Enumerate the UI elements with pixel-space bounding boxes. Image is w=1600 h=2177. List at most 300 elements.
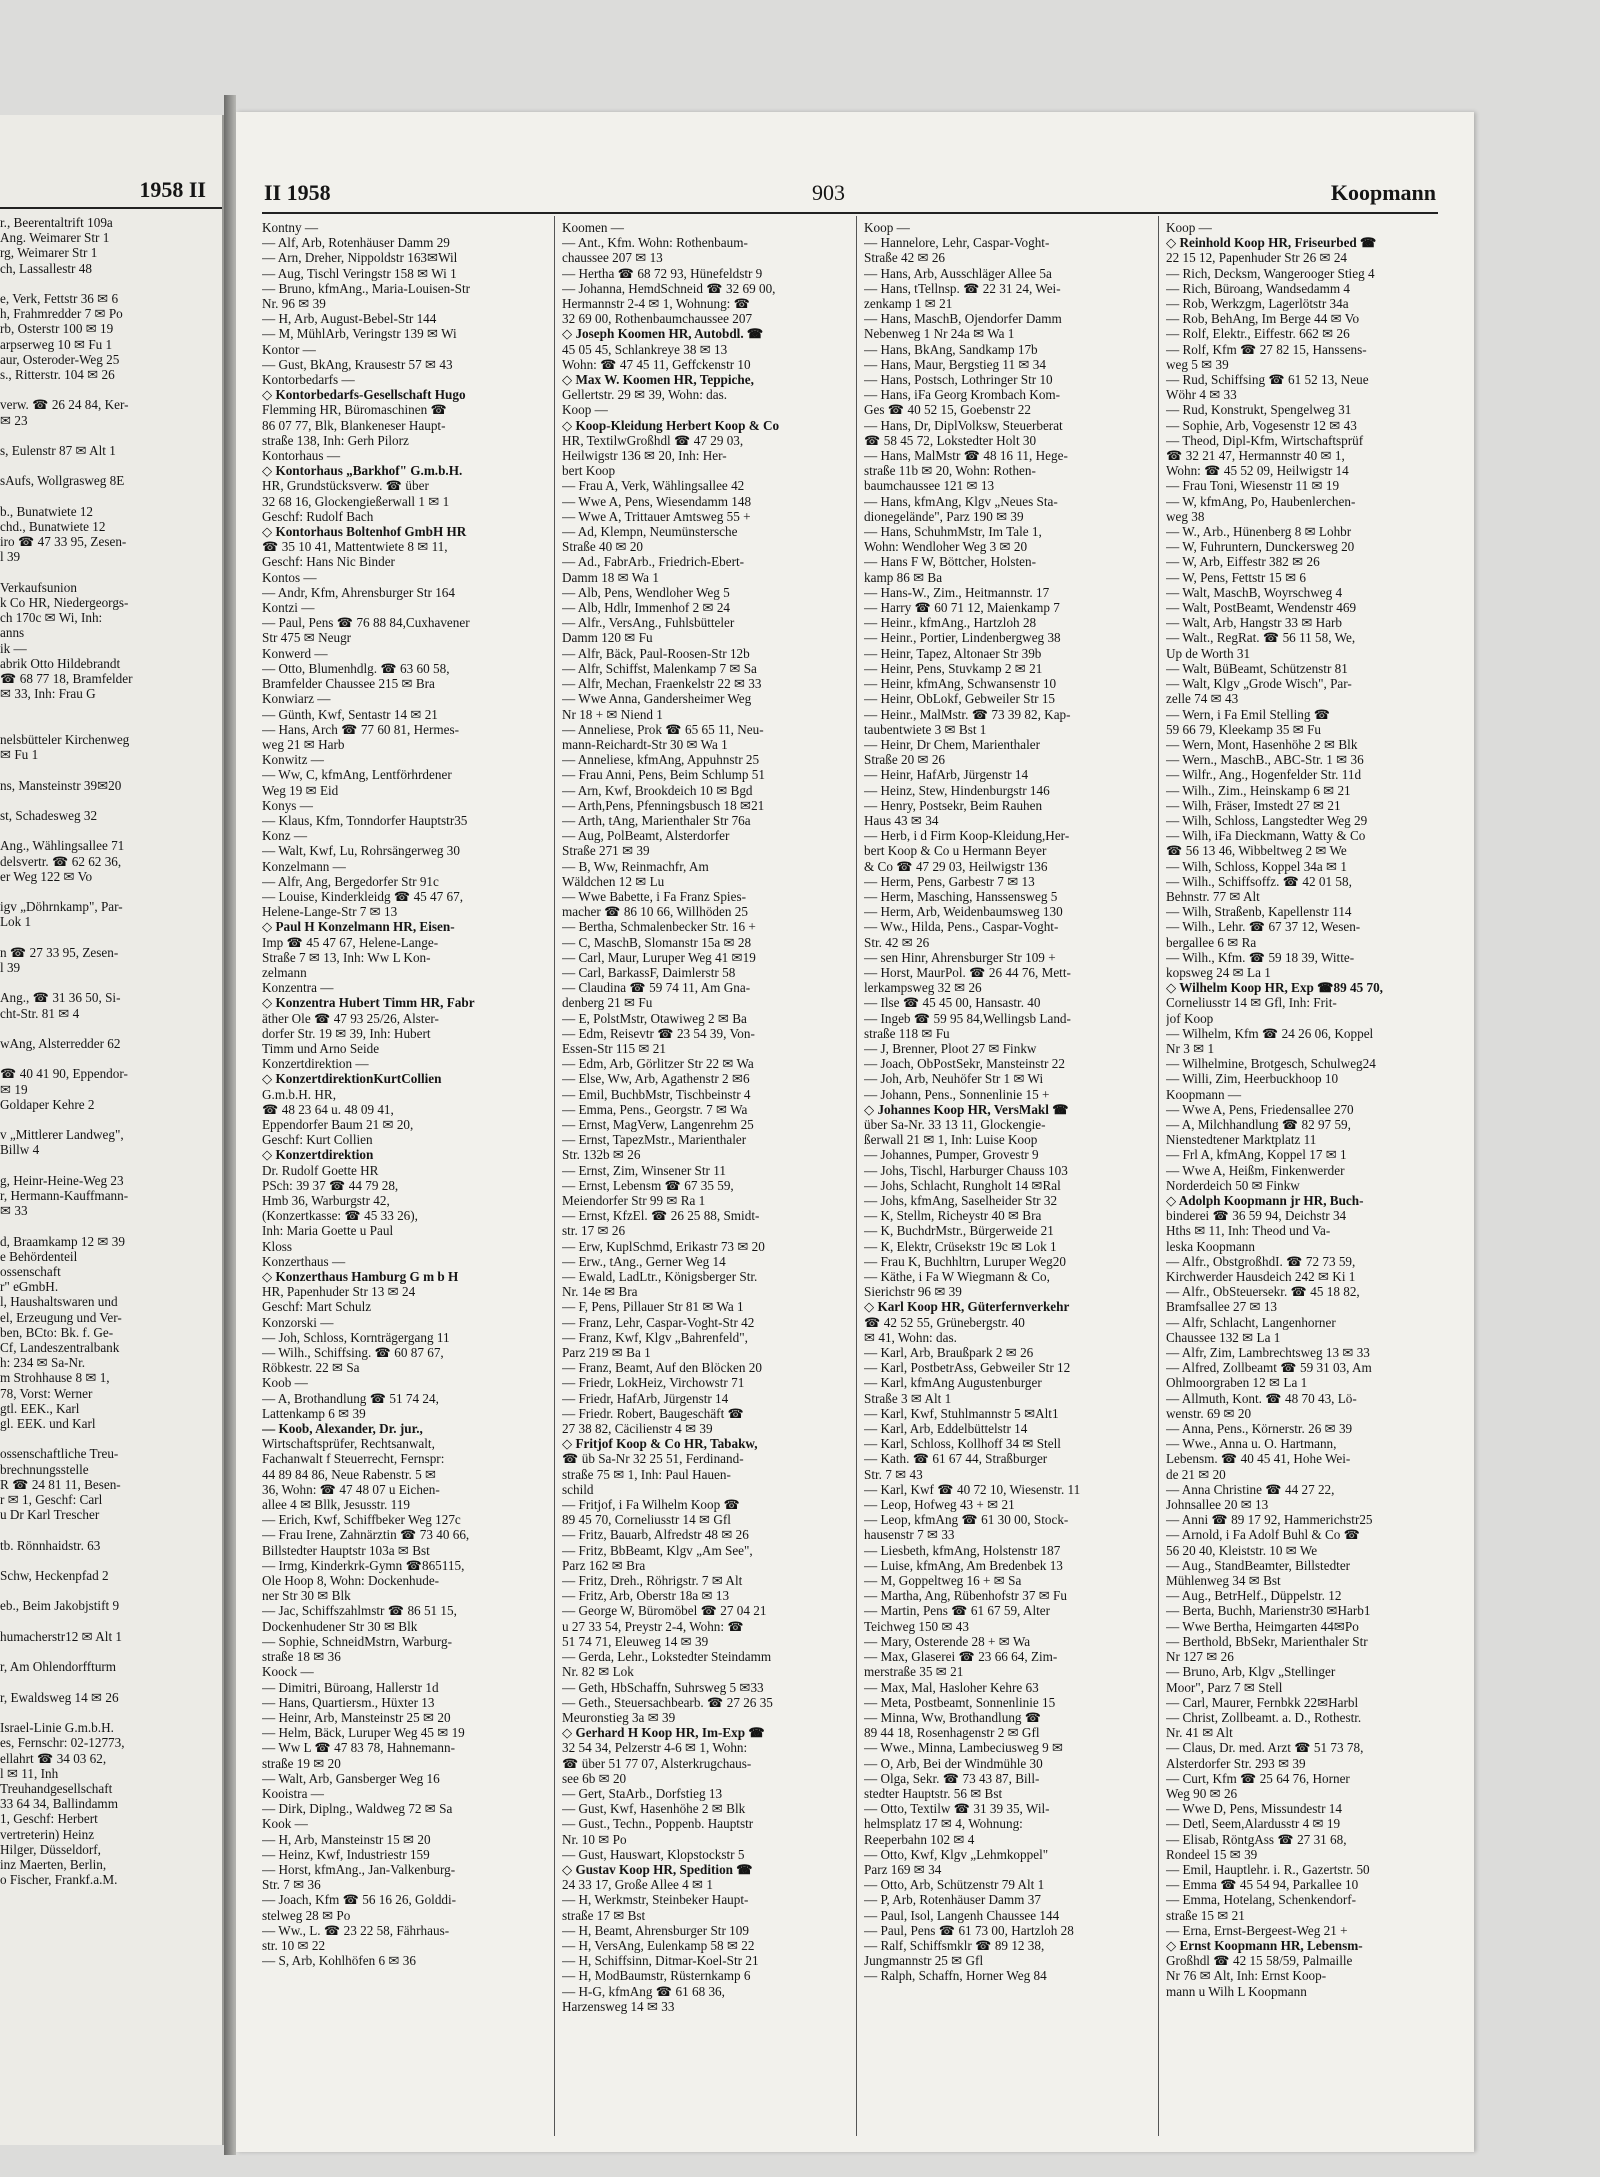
directory-entry-line: straße 15 ✉ 21 (1166, 1907, 1245, 1923)
directory-entry-line: Ole Hoop 8, Wohn: Dockenhude- (262, 1573, 440, 1589)
directory-entry-line: e Behördenteil (0, 1248, 78, 1264)
directory-entry-line: ☎ 35 10 41, Mattentwiete 8 ✉ 11, (262, 539, 448, 555)
column-divider (554, 216, 555, 2136)
directory-entry-line: Nr. 82 ✉ Lok (562, 1664, 634, 1680)
directory-entry-line: — Wilh, Straßenb, Kapellenstr 114 (1166, 904, 1352, 920)
directory-entry-line: Inh: Maria Goette u Paul (262, 1223, 394, 1239)
directory-entry-line: Imp ☎ 45 47 67, Helene-Lange- (262, 934, 439, 950)
directory-entry-line: — Ernst, KfzEl. ☎ 26 25 88, Smidt- (562, 1208, 760, 1224)
directory-entry-line: ◇ Johannes Koop HR, VersMakl ☎ (864, 1101, 1069, 1117)
directory-entry-line: — Walt, Klgv „Grode Wisch", Par- (1166, 676, 1352, 692)
directory-entry-line: Lebensm. ☎ 40 45 41, Hohe Wei- (1166, 1451, 1351, 1467)
directory-entry-line: Lok 1 (0, 914, 32, 930)
directory-entry-line: — George W, Büromöbel ☎ 27 04 21 (562, 1603, 767, 1619)
directory-entry-line: Straße 271 ✉ 39 (562, 843, 650, 859)
directory-entry-line: ◇ Karl Koop HR, Güterfernverkehr (864, 1299, 1070, 1315)
directory-entry-line: stelweg 28 ✉ Po (262, 1907, 351, 1923)
directory-entry-line: gl. EEK. und Karl (0, 1416, 96, 1432)
directory-entry-line: (Konzertkasse: ☎ 45 33 26), (262, 1208, 418, 1224)
directory-entry-line: G.m.b.H. HR, (262, 1086, 336, 1102)
directory-entry-line: Israel-Linie G.m.b.H. (0, 1720, 114, 1736)
directory-entry-line (0, 1705, 214, 1720)
directory-entry-line: — Wern., MaschB., ABC-Str. 1 ✉ 36 (1166, 752, 1364, 768)
directory-entry-line: — Irmg, Kinderkrk-Gymn ☎865115, (262, 1557, 465, 1573)
directory-entry-line: Flemming HR, Büromaschinen ☎ (262, 402, 447, 418)
directory-entry-line: — Bertha, Schmalenbecker Str. 16 + (562, 919, 756, 935)
directory-entry-line (0, 1051, 214, 1066)
directory-entry-line: — Hans, MaschB, Ojendorfer Damm (864, 311, 1062, 327)
directory-entry-line: — H, Schiffsinn, Ditmar-Koel-Str 21 (562, 1953, 759, 1969)
directory-entry-line: — B, Ww, Reinmachfr, Am (562, 858, 709, 874)
directory-entry-line: — Alfr., ObstgroßhdI. ☎ 72 73 59, (1166, 1253, 1356, 1269)
directory-entry-line: er Weg 122 ✉ Vo (0, 868, 93, 884)
directory-entry-line: ✉ 19 (0, 1081, 28, 1097)
directory-entry-line: — Herb, i d Firm Koop-Kleidung,Her- (864, 828, 1070, 844)
left-page-column (0, 215, 214, 2135)
directory-entry-line: — Friedr, HafArb, Jürgenstr 14 (562, 1390, 729, 1406)
directory-entry-line (0, 276, 214, 291)
directory-entry-line: ch, Lassallestr 48 (0, 260, 92, 276)
directory-entry-line: — Carl, BarkassF, Daimlerstr 58 (562, 964, 736, 980)
directory-entry-line: — Hans, Quartiersm., Hüxter 13 (262, 1694, 435, 1710)
directory-entry-line: — Edm, Reisevtr ☎ 23 54 39, Von- (562, 1025, 755, 1041)
directory-entry-line: Kook — (262, 1816, 308, 1832)
directory-entry-line: — Joach, ObPostSekr, Mansteinstr 22 (864, 1056, 1065, 1072)
directory-entry-line: — Otto, Arb, Schützenstr 79 Alt 1 (864, 1877, 1045, 1893)
directory-entry-line (0, 458, 214, 473)
directory-entry-line: äther Ole ☎ 47 93 25/26, Alster- (262, 1010, 439, 1026)
directory-entry-line: — Alfr, Bäck, Paul-Roosen-Str 12b (562, 645, 750, 661)
directory-entry-line: — Heinr., MalMstr. ☎ 73 39 82, Kap- (864, 706, 1071, 722)
directory-entry-line: — Walt, BüBeamt, Schützenstr 81 (1166, 660, 1348, 676)
directory-entry-line: Dr. Rudolf Goette HR (262, 1162, 379, 1178)
directory-entry-line: — Paul, Pens ☎ 61 73 00, Hartzloh 28 (864, 1922, 1074, 1938)
directory-entry-line (0, 884, 214, 899)
directory-entry-line: Johnsallee 20 ✉ 13 (1166, 1497, 1269, 1513)
directory-entry-line: Fachanwalt f Steuerrecht, Fernspr: (262, 1451, 445, 1467)
directory-entry-line: — Heinr, HafArb, Jürgenstr 14 (864, 767, 1029, 783)
directory-entry-line: — Ad., FabrArb., Friedrich-Ebert- (562, 554, 745, 570)
directory-entry-line: Konzertdirektion — (262, 1056, 369, 1072)
directory-entry-line: — Karl, PostbetrAss, Gebweiler Str 12 (864, 1360, 1071, 1376)
directory-entry-line: — Rob, BehAng, Im Berge 44 ✉ Vo (1166, 311, 1360, 327)
directory-entry-line: Teichweg 150 ✉ 43 (864, 1618, 969, 1634)
directory-entry-line: Hermannstr 2-4 ✉ 1, Wohnung: ☎ (562, 296, 751, 312)
directory-entry-line: Str. 7 ✉ 36 (262, 1877, 321, 1893)
directory-entry-line: Kontzi — (262, 600, 315, 616)
directory-entry-line: — Ww, C, kfmAng, Lentförhrdener (262, 767, 452, 783)
directory-entry-line: — Ralph, Schaffn, Horner Weg 84 (864, 1968, 1047, 1984)
directory-entry-line: vertreterin) Heinz (0, 1826, 95, 1842)
directory-entry-line: — Alfr, Schiffst, Malenkamp 7 ✉ Sa (562, 660, 757, 676)
directory-entry-line: — Hans, MalMstr ☎ 48 16 11, Hege- (864, 448, 1068, 464)
directory-entry-line: — Heinz, Kwf, Industriestr 159 (262, 1846, 430, 1862)
directory-entry-line: ◇ Konzertdirektion (262, 1147, 374, 1163)
directory-entry-line: — Horst, MaurPol. ☎ 26 44 76, Mett- (864, 964, 1071, 980)
directory-entry-line: — Johannes, Pumper, Grovestr 9 (864, 1147, 1039, 1163)
directory-entry-line: — Wilh, Fräser, Imstedt 27 ✉ 21 (1166, 797, 1341, 813)
directory-entry-line: — Carl, Maurer, Fernbkk 22✉Harbl (1166, 1694, 1359, 1710)
directory-entry-line: R ☎ 24 81 11, Besen- (0, 1476, 121, 1492)
directory-entry-line: — Henry, Postsekr, Beim Rauhen (864, 797, 1043, 813)
directory-entry-line: Treuhandgesellschaft (0, 1780, 113, 1796)
directory-entry-line: Mühlenweg 34 ✉ Bst (1166, 1573, 1281, 1589)
directory-entry-line: — Ernst, Zim, Winsener Str 11 (562, 1162, 726, 1178)
directory-entry-line: — Wilh., Kfm. ☎ 59 18 39, Witte- (1166, 949, 1355, 965)
directory-entry-line: — Alfr, Zim, Lambrechtsweg 13 ✉ 33 (1166, 1345, 1370, 1361)
directory-entry-line: — Aug., StandBeamter, Billstedter (1166, 1557, 1351, 1573)
directory-entry-line: — Emil, Hauptlehr. i. R., Gazertstr. 50 (1166, 1861, 1370, 1877)
directory-entry-line: — Ww., Hilda, Pens., Caspar-Voght- (864, 919, 1059, 935)
directory-entry-line: — K, BuchdrMstr., Bürgerweide 21 (864, 1223, 1054, 1239)
directory-entry-line: Up de Worth 31 (1166, 645, 1251, 661)
directory-entry-line: ◇ Max W. Koomen HR, Teppiche, (562, 372, 754, 388)
directory-entry-line: — Martin, Pens ☎ 61 67 59, Alter (864, 1603, 1051, 1619)
column-divider (856, 216, 857, 2136)
directory-entry-line: Str 475 ✉ Neugr (262, 630, 352, 646)
directory-entry-line: — Sophie, Arb, Vogesenstr 12 ✉ 43 (1166, 417, 1357, 433)
directory-entry-line: Koop — (562, 402, 608, 418)
directory-entry-line: Kloss (262, 1238, 293, 1254)
directory-entry-line: — Hannelore, Lehr, Caspar-Voght- (864, 235, 1050, 251)
directory-entry-line: — Alfr., ObSteuersekr. ☎ 45 18 82, (1166, 1284, 1360, 1300)
directory-entry-line: Ang. Weimarer Str 1 (0, 230, 110, 246)
directory-entry-line: — K, Elektr, Crüsekstr 19c ✉ Lok 1 (864, 1238, 1057, 1254)
directory-entry-line: s, Eulenstr 87 ✉ Alt 1 (0, 443, 116, 459)
directory-entry-line: Hths ✉ 11, Inh: Theod und Va- (1166, 1223, 1331, 1239)
directory-entry-line: weg 5 ✉ 39 (1166, 356, 1229, 372)
directory-entry-line: h: 234 ✉ Sa-Nr. (0, 1355, 86, 1371)
directory-entry-line (0, 793, 214, 808)
directory-entry-line: — Allmuth, Kont. ☎ 48 70 43, Lö- (1166, 1390, 1357, 1406)
directory-entry-line: Harzensweg 14 ✉ 33 (562, 1998, 675, 2014)
directory-entry-line: Bramfelder Chaussee 215 ✉ Bra (262, 676, 435, 692)
directory-entry-line: — Walt, Arb, Hangstr 33 ✉ Harb (1166, 615, 1343, 631)
directory-entry-line: l ✉ 11, Inh (0, 1765, 59, 1781)
directory-entry-line: r, Am Ohlendorffturm (0, 1659, 117, 1675)
directory-entry-line: & Co ☎ 47 29 03, Heilwigstr 136 (864, 858, 1048, 874)
directory-entry-line: Ohlmoorgraben 12 ✉ La 1 (1166, 1375, 1308, 1391)
directory-entry-line: ◇ Kontorbedarfs-Gesellschaft Hugo (262, 387, 466, 403)
directory-entry-line: — Heinr., kfmAng., Hartzloh 28 (864, 615, 1037, 631)
directory-entry-line: Kontor — (262, 341, 316, 357)
directory-entry-line: — Joh, Arb, Neuhöfer Str 1 ✉ Wi (864, 1071, 1044, 1087)
directory-entry-line: mann u Wilh L Koopmann (1166, 1983, 1307, 1999)
directory-entry-line: tb. Rönnhaidstr. 63 (0, 1537, 101, 1553)
directory-entry-line: Kontny — (262, 220, 319, 235)
directory-entry-line: — Heinr, ObLokf, Gebweiler Str 15 (864, 691, 1056, 707)
directory-entry-line: straße 17 ✉ Bst (562, 1907, 646, 1923)
directory-entry-line: über Sa-Nr. 33 13 11, Glockengie- (864, 1116, 1046, 1132)
directory-entry-line: l 39 (0, 959, 21, 975)
directory-entry-line: — Aug., BetrHelf., Düppelstr. 12 (1166, 1588, 1342, 1604)
directory-entry-line: ◇ KonzertdirektionKurtCollien (262, 1071, 442, 1087)
directory-entry-line: — Johs, Schlacht, Rungholt 14 ✉Ral (864, 1177, 1061, 1193)
directory-entry-line: — Karl, kfmAng Augustenburger (864, 1375, 1042, 1391)
directory-entry-line: Schw, Heckenpfad 2 (0, 1568, 109, 1584)
directory-entry-line: — Fritz, BbBeamt, Klgv „Am See", (562, 1542, 753, 1558)
directory-entry-line: ◇ Gerhard H Koop HR, Im-Exp ☎ (562, 1725, 765, 1741)
directory-entry-line: — Joh, Schloss, Kornträgergang 11 (262, 1329, 450, 1345)
directory-entry-line: Reeperbahn 102 ✉ 4 (864, 1831, 975, 1847)
directory-entry-line: — H, VersAng, Eulenkamp 58 ✉ 22 (562, 1937, 755, 1953)
directory-entry-line: Kontos — (262, 569, 317, 585)
directory-entry-line: — Emma ☎ 45 54 94, Parkallee 10 (1166, 1877, 1359, 1893)
directory-entry-line: — Rolf, Kfm ☎ 27 82 15, Hanssens- (1166, 341, 1367, 357)
directory-entry-line: leska Koopmann (1166, 1238, 1255, 1254)
directory-entry-line: — Minna, Ww, Brothandlung ☎ (864, 1709, 1042, 1725)
directory-entry-line: — Johs, kfmAng, Saselheider Str 32 (864, 1193, 1058, 1208)
directory-entry-line: — Franz, Lehr, Caspar-Voght-Str 42 (562, 1314, 755, 1330)
directory-entry-line: — Rolf, Elektr., Eiffestr. 662 ✉ 26 (1166, 326, 1350, 342)
directory-entry-line: r ✉ 1, Geschf: Carl (0, 1492, 103, 1508)
directory-entry-line: Konwerd — (262, 645, 328, 661)
directory-entry-line: — Johann, Pens., Sonnenlinie 15 + (864, 1086, 1050, 1102)
directory-entry-line: 89 45 70, Corneliusstr 14 ✉ Gfl (562, 1512, 731, 1528)
directory-entry-line: Sierichstr 96 ✉ 39 (864, 1284, 962, 1300)
directory-entry-line: — Koob, Alexander, Dr. jur., (262, 1421, 423, 1437)
directory-entry-line: — A, Milchhandlung ☎ 82 97 59, (1166, 1116, 1351, 1132)
directory-entry-line: Hmb 36, Warburgstr 42, (262, 1193, 390, 1208)
directory-entry-line: 86 07 77, Blk, Blankeneser Haupt- (262, 417, 446, 433)
directory-entry-line: — Otto, Blumenhdlg. ☎ 63 60 58, (262, 660, 450, 676)
directory-entry-line: Straße 7 ✉ 13, Inh: Ww L Kon- (262, 949, 431, 965)
directory-entry-line: — Ernst, Lebensm ☎ 67 35 59, (562, 1177, 734, 1193)
directory-entry-line: — Berta, Buchh, Marienstr30 ✉Harb1 (1166, 1603, 1371, 1619)
directory-entry-line (0, 975, 214, 990)
directory-entry-line: 56 20 40, Kleiststr. 10 ✉ We (1166, 1542, 1318, 1558)
directory-entry-line: ☎ 48 23 64 u. 48 09 41, (262, 1101, 394, 1117)
directory-entry-line: — Berthold, BbSekr, Marienthaler Str (1166, 1633, 1368, 1649)
left-page-number: 1958 II (139, 177, 206, 202)
directory-entry-line: Damm 18 ✉ Wa 1 (562, 569, 659, 585)
directory-entry-line: Parz 162 ✉ Bra (562, 1557, 646, 1573)
directory-entry-line: 45 05 45, Schlankreye 38 ✉ 13 (562, 341, 728, 357)
directory-entry-line: — M, Goppeltweg 16 + ✉ Sa (864, 1573, 1022, 1589)
directory-entry-line: ✉ 41, Wohn: das. (864, 1329, 957, 1345)
directory-entry-line: — Gerda, Lehr., Lokstedter Steindamm (562, 1649, 772, 1665)
directory-entry-line: — H, Werkmstr, Steinbeker Haupt- (562, 1892, 749, 1908)
directory-entry-line: Wirtschaftsprüfer, Rechtsanwalt, (262, 1436, 435, 1452)
directory-column-2 (562, 220, 845, 2140)
directory-entry-line: abrik Otto Hildebrandt (0, 655, 121, 671)
directory-entry-line: sAufs, Wollgrasweg 8E (0, 473, 125, 489)
directory-entry-line: Damm 120 ✉ Fu (562, 630, 653, 646)
directory-entry-line: d, Braamkamp 12 ✉ 39 (0, 1233, 125, 1249)
left-page-header (0, 177, 222, 209)
directory-entry-line: anns (0, 625, 25, 641)
directory-entry-line: dorfer Str. 19 ✉ 39, Inh: Hubert (262, 1025, 431, 1041)
directory-entry-line: — Hertha ☎ 68 72 93, Hünefeldstr 9 (562, 265, 763, 281)
directory-entry-line: — Hans, Arch ☎ 77 60 81, Hermes- (262, 721, 459, 737)
directory-entry-line: b., Bunatwiete 12 (0, 503, 94, 519)
directory-entry-line: — Edm, Arb, Görlitzer Str 22 ✉ Wa (562, 1056, 754, 1072)
directory-entry-line: Parz 169 ✉ 34 (864, 1861, 942, 1877)
directory-entry-line: mann-Reichardt-Str 30 ✉ Wa 1 (562, 736, 728, 752)
directory-entry-line: — Olga, Sekr. ☎ 73 43 87, Bill- (864, 1770, 1040, 1786)
directory-entry-line: l 39 (0, 549, 21, 565)
directory-entry-line: — Harry ☎ 60 71 12, Maienkamp 7 (864, 600, 1060, 616)
directory-entry-line: — Max, Glaserei ☎ 23 66 64, Zim- (864, 1649, 1058, 1665)
directory-entry-line: zenkamp 1 ✉ 21 (864, 296, 953, 312)
directory-entry-line: — Ralf, Schiffsmklr ☎ 89 12 38, (864, 1937, 1045, 1953)
directory-entry-line: — Liesbeth, kfmAng, Holstenstr 187 (864, 1542, 1061, 1558)
directory-entry-line: ben, BCto: Bk. f. Ge- (0, 1324, 114, 1340)
directory-entry-line: Ang., Wählingsallee 71 (0, 838, 125, 854)
directory-entry-line: — Wilh, Schloss, Koppel 34a ✉ 1 (1166, 858, 1347, 874)
book-gutter (224, 95, 236, 2155)
directory-entry-line: — Frau A, Verk, Wählingsallee 42 (562, 478, 745, 494)
directory-entry-line: iro ☎ 47 33 95, Zesen- (0, 534, 127, 550)
directory-entry-line: ☎ 32 21 47, Hermannstr 40 ✉ 1, (1166, 448, 1345, 464)
directory-entry-line: — W, kfmAng, Po, Haubenlerchen- (1166, 493, 1356, 509)
directory-entry-line: — C, MaschB, Slomanstr 15a ✉ 28 (562, 934, 752, 950)
directory-entry-line: h, Frahmredder 7 ✉ Po (0, 306, 123, 322)
directory-entry-line: 51 74 71, Eleuweg 14 ✉ 39 (562, 1633, 709, 1649)
directory-entry-line (0, 1431, 214, 1446)
directory-entry-line: Norderdeich 50 ✉ Finkw (1166, 1177, 1300, 1193)
directory-entry-line: — Gust, BkAng, Krausestr 57 ✉ 43 (262, 356, 453, 372)
directory-entry-line: — Hans, iFa Georg Krombach Kom- (864, 387, 1061, 403)
directory-entry-line: — Heinr, Arb, Mansteinstr 25 ✉ 20 (262, 1709, 451, 1725)
directory-entry-line: ner Str 30 ✉ Blk (262, 1588, 351, 1604)
directory-entry-line (0, 1675, 214, 1690)
directory-entry-line: — Emil, BuchbMstr, Tischbeinstr 4 (562, 1086, 751, 1102)
directory-entry-line: — Gert, StaArb., Dorfstieg 13 (562, 1785, 723, 1801)
directory-entry-line: ◇ Paul H Konzelmann HR, Eisen- (262, 919, 455, 935)
directory-entry-line: — H, Arb, Mansteinstr 15 ✉ 20 (262, 1831, 431, 1847)
directory-entry-line: — Martha, Ang, Rübenhofstr 37 ✉ Fu (864, 1588, 1067, 1604)
directory-entry-line: Alsterdorfer Str. 293 ✉ 39 (1166, 1755, 1306, 1771)
directory-entry-line: — Alb, Pens, Wendloher Weg 5 (562, 584, 730, 600)
directory-entry-line: wenstr. 69 ✉ 20 (1166, 1405, 1252, 1421)
directory-entry-line: — Walt, MaschB, Woyrschweg 4 (1166, 584, 1343, 600)
directory-entry-line: — Ingeb ☎ 59 95 84,Wellingsb Land- (864, 1010, 1071, 1026)
directory-entry-line: Rondeel 15 ✉ 39 (1166, 1846, 1258, 1862)
directory-entry-line (0, 1522, 214, 1537)
directory-entry-line: — sen Hinr, Ahrensburger Str 109 + (864, 949, 1056, 965)
directory-entry-line: — Carl, Maur, Luruper Weg 41 ✉19 (562, 949, 756, 965)
directory-entry-line: — Claus, Dr. med. Arzt ☎ 51 73 78, (1166, 1740, 1364, 1756)
directory-entry-line: ◇ Kontorhaus „Barkhof" G.m.b.H. (262, 463, 463, 479)
directory-entry-line (0, 382, 214, 397)
directory-entry-line: k Co HR, Niedergeorgs- (0, 595, 129, 611)
directory-entry-line: rg, Weimarer Str 1 (0, 245, 98, 261)
directory-entry-line: — Helm, Bäck, Luruper Weg 45 ✉ 19 (262, 1725, 465, 1741)
directory-entry-line: — Walt., RegRat. ☎ 56 11 58, We, (1166, 630, 1356, 646)
directory-entry-line: — Fritz, Dreh., Röhrigstr. 7 ✉ Alt (562, 1573, 743, 1589)
directory-entry-line: Röbkestr. 22 ✉ Sa (262, 1360, 360, 1376)
directory-entry-line: Nr 76 ✉ Alt, Inh: Ernst Koop- (1166, 1968, 1327, 1984)
directory-entry-line: Nr. 10 ✉ Po (562, 1831, 627, 1847)
directory-entry-line: lerkampsweg 32 ✉ 26 (864, 980, 982, 996)
directory-entry-line: — Heinr, Dr Chem, Marienthaler (864, 736, 1040, 752)
directory-entry-line: — P, Arb, Rotenhäuser Damm 37 (864, 1892, 1041, 1908)
directory-entry-line (0, 1218, 214, 1233)
directory-entry-line: Timm und Arno Seide (262, 1040, 380, 1056)
directory-entry-line: — K, Stellm, Richeystr 40 ✉ Bra (864, 1208, 1042, 1224)
directory-entry-line: — H-G, kfmAng ☎ 61 68 36, (562, 1983, 725, 1999)
directory-entry-line: Eppendorfer Baum 21 ✉ 20, (262, 1116, 414, 1132)
directory-entry-line: — Walt, PostBeamt, Wendenstr 469 (1166, 600, 1357, 616)
directory-entry-line: straße 11b ✉ 20, Wohn: Rothen- (864, 463, 1036, 479)
directory-entry-line: — Frl A, kfmAng, Koppel 17 ✉ 1 (1166, 1147, 1347, 1163)
directory-entry-line: — Friedr. Robert, Baugeschäft ☎ (562, 1405, 744, 1421)
directory-entry-line: — Emma, Pens., Georgstr. 7 ✉ Wa (562, 1101, 748, 1117)
directory-entry-line: — Arn, Dreher, Nippoldstr 163✉Wil (262, 250, 458, 266)
directory-column-4 (1166, 220, 1449, 2140)
directory-entry-line (0, 1021, 214, 1036)
directory-entry-line: — Claudina ☎ 59 74 11, Am Gna- (562, 980, 751, 996)
directory-entry-line: Kontorbedarfs — (262, 372, 355, 388)
directory-entry-line: — Karl, Kwf, Stuhlmannstr 5 ✉Alt1 (864, 1405, 1059, 1421)
directory-entry-line: — Joach, Kfm ☎ 56 16 26, Golddi- (262, 1892, 457, 1908)
directory-entry-line: Str. 132b ✉ 26 (562, 1147, 641, 1163)
directory-entry-line: ☎ 68 77 18, Bramfelder (0, 671, 133, 687)
directory-entry-line: — Arnold, i Fa Adolf Buhl & Co ☎ (1166, 1527, 1361, 1543)
directory-column-3 (864, 220, 1147, 2140)
directory-entry-line: — E, PolstMstr, Otawiweg 2 ✉ Ba (562, 1010, 747, 1026)
directory-entry-line: Billstedter Hauptstr 103a ✉ Bst (262, 1542, 430, 1558)
directory-entry-line (0, 1614, 214, 1629)
directory-entry-line: — Ilse ☎ 45 45 00, Hansastr. 40 (864, 995, 1041, 1011)
directory-entry-line: — Hans, Dr, DiplVolksw, Steuerberat (864, 417, 1063, 433)
header-year: II 1958 (264, 180, 331, 205)
directory-entry-line: ◇ Reinhold Koop HR, Friseurbed ☎ (1166, 235, 1377, 251)
directory-entry-line: — W, Fuhruntern, Dunckersweg 20 (1166, 539, 1355, 555)
directory-entry-line: 24 33 17, Große Allee 4 ✉ 1 (562, 1877, 713, 1893)
directory-entry-line: str. 17 ✉ 26 (562, 1223, 626, 1239)
directory-entry-line: ch 170c ✉ Wi, Inh: (0, 610, 103, 626)
directory-entry-line: str. 10 ✉ 22 (262, 1937, 326, 1953)
directory-entry-line: — Karl, Arb, Eddelbüttelstr 14 (864, 1421, 1028, 1437)
directory-entry-line: m Strohhause 8 ✉ 1, (0, 1370, 110, 1386)
directory-entry-line (0, 1158, 214, 1173)
directory-entry-line: Kirchwerder Hausdeich 242 ✉ Ki 1 (1166, 1269, 1356, 1285)
directory-entry-line: Corneliusstr 14 ✉ Gfl, Inh: Frit- (1166, 995, 1337, 1011)
directory-entry-line: Geschf: Hans Nic Binder (262, 554, 395, 570)
directory-entry-line: — Walt, Kwf, Lu, Rohrsängerweg 30 (262, 843, 460, 859)
directory-entry-line: — Johanna, HemdSchneid ☎ 32 69 00, (562, 280, 776, 296)
directory-entry-line: — Kath. ☎ 61 67 44, Straßburger (864, 1451, 1048, 1467)
directory-entry-line: o Fischer, Frankf.a.M. (0, 1872, 118, 1888)
directory-entry-line: — Erw, KuplSchmd, Erikastr 73 ✉ 20 (562, 1238, 765, 1254)
directory-entry-line: binderei ☎ 36 59 94, Deichstr 34 (1166, 1208, 1347, 1224)
directory-entry-line: — Alfr., VersAng., Fuhlsbütteler (562, 615, 735, 631)
directory-entry-line: ◇ Koop-Kleidung Herbert Koop & Co (562, 417, 780, 433)
directory-entry-line: baumchaussee 121 ✉ 13 (864, 478, 995, 494)
directory-entry-line: — Wwe Anna, Gandersheimer Weg (562, 691, 752, 707)
directory-entry-line: eb., Beim Jakobjstift 9 (0, 1598, 120, 1614)
directory-entry-line: — Rich, Büroang, Wandsedamm 4 (1166, 280, 1351, 296)
directory-entry-line: — Franz, Beamt, Auf den Blöcken 20 (562, 1360, 762, 1376)
directory-entry-line: bert Koop (562, 463, 616, 479)
directory-entry-line: — Johs, Tischl, Harburger Chauss 103 (864, 1162, 1068, 1178)
directory-entry-line: ◇ Joseph Koomen HR, Autobdl. ☎ (562, 326, 764, 342)
directory-entry-line: — S, Arb, Kohlhöfen 6 ✉ 36 (262, 1953, 416, 1969)
directory-entry-line: Konz — (262, 828, 308, 844)
directory-entry-line: Konzelmann — (262, 858, 346, 874)
directory-entry-line: — Franz, Kwf, Klgv „Bahrenfeld", (562, 1329, 748, 1345)
directory-entry-line: — Ad, Klempn, Neumünstersche (562, 524, 738, 540)
directory-entry-line: — Jac, Schiffszahlmstr ☎ 86 51 15, (262, 1603, 457, 1619)
directory-entry-line: straße 18 ✉ 36 (262, 1649, 341, 1665)
directory-entry-line: Essen-Str 115 ✉ 21 (562, 1040, 666, 1056)
directory-entry-line: — Detl, Seem,Alardusstr 4 ✉ 19 (1166, 1816, 1341, 1832)
directory-entry-line: HR, Grundstücksverw. ☎ über (262, 478, 429, 494)
directory-entry-line: Str. 7 ✉ 43 (864, 1466, 923, 1482)
directory-entry-line: cht-Str. 81 ✉ 4 (0, 1005, 80, 1021)
